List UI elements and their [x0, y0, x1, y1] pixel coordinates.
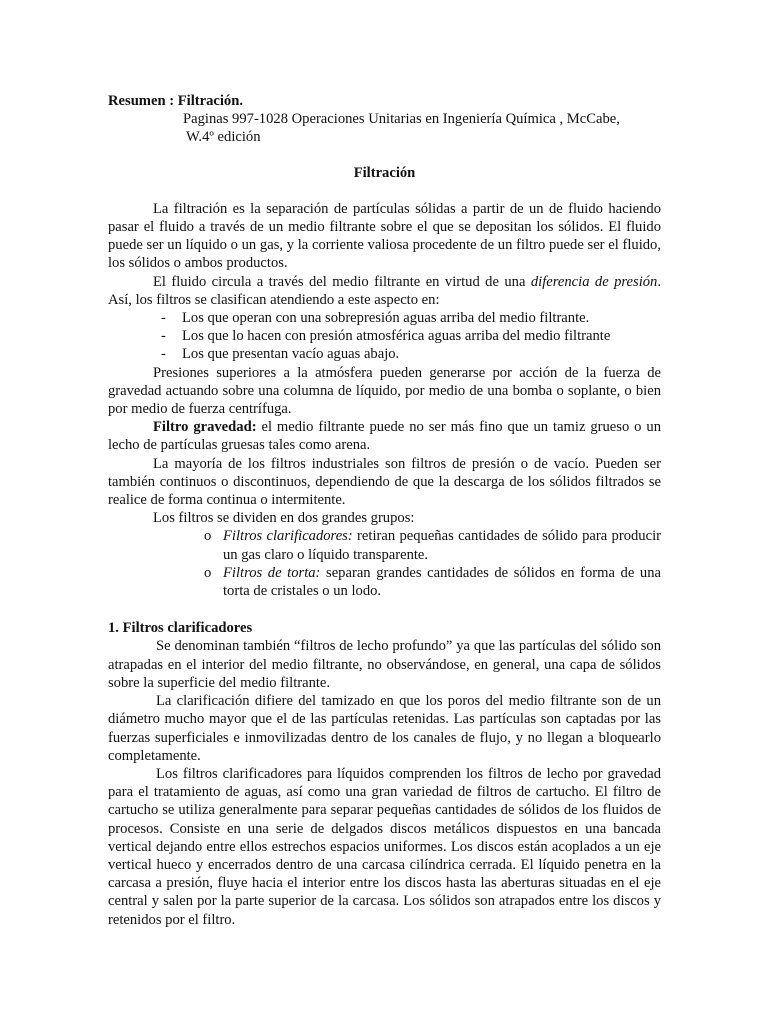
filter-group-name: Filtros de torta: — [223, 564, 321, 581]
intro-paragraph-2 — [108, 273, 661, 309]
list-item — [108, 527, 661, 563]
list-item: - Los que presentan vacío aguas abajo. — [108, 345, 661, 363]
gravity-filter-paragraph — [108, 418, 661, 454]
summary-heading: Resumen : Filtración. — [108, 93, 243, 109]
list-item — [108, 564, 661, 600]
section-1-paragraph-2: La clarificación difiere del tamizado en que los poros del medio filtrante son de un diámetro mucho mayor que el de las partículas retenidas. Las partículas son captadas por las fuerzas superficiales e inmovilizadas dentro de los canales de flujo, y no llegan a bloquearlo completamente. — [108, 693, 661, 764]
intro-paragraph-2-text-b: . Así, los filtros se clasifican atendiendo a este aspecto en: — [108, 273, 662, 308]
list-item: - Los que lo hacen con presión atmosférica aguas arriba del medio filtrante — [108, 327, 661, 345]
bullet-marker: o — [204, 528, 212, 545]
source-reference-line-1: Paginas 997-1028 Operaciones Unitarias en Ingeniería Química , McCabe, — [183, 111, 620, 128]
pressure-classification-list — [108, 309, 661, 364]
intro-paragraph-1: La filtración es la separación de partículas sólidas a partir de un de fluido haciendo pasar el fluido a través de un medio filtrante sobre el que se depositan los sólidos. El fluido puede ser un líquido o un gas, y la corriente valiosa procedente de un filtro puede ser el fluido, los sólidos o ambos productos. — [108, 200, 661, 272]
intro-paragraph-3: Presiones superiores a la atmósfera pueden generarse por acción de la fuerza de gravedad actuando sobre una columna de líquido, por medio de una bomba o soplante, o bien por medio de fuerza centrífuga. — [108, 364, 661, 418]
list-item: - Los que operan con una sobrepresión aguas arriba del medio filtrante. — [108, 309, 661, 327]
filter-group-description: retiran pequeñas cantidades de sólido para producir un gas claro o líquido transparente. — [223, 528, 661, 563]
intro-paragraph-5: La mayoría de los filtros industriales son filtros de presión o de vacío. Pueden ser también continuos o discontinuos, dependiendo de que la descarga de los sólidos filtrados se realice de forma continua o intermitente. — [108, 455, 661, 509]
filter-groups-list — [108, 527, 661, 600]
pressure-difference-emphasis: diferencia de presión — [530, 273, 658, 290]
source-reference-line-2: W.4º edición — [186, 129, 261, 146]
gravity-filter-term: Filtro gravedad: — [153, 419, 257, 436]
bullet-marker: o — [204, 564, 212, 581]
gravity-filter-definition: el medio filtrante puede no ser más fino que un tamiz grueso o un lecho de partículas gruesas tales como arena. — [108, 419, 661, 454]
section-1-heading: 1. Filtros clarificadores — [108, 620, 253, 637]
section-1-paragraph-1: Se denominan también “filtros de lecho profundo” ya que las partículas del sólido son atrapadas en el interior del medio filtrante, no observándose, en general, una capa de sólidos sobre la superficie del medio filtrante. — [108, 638, 661, 691]
intro-paragraph-6: Los filtros se dividen en dos grandes grupos: — [153, 510, 415, 527]
intro-paragraph-2-text-a: El fluido circula a través del medio filtrante en virtud de una — [153, 273, 531, 290]
section-1-paragraph-3: Los filtros clarificadores para líquidos comprenden los filtros de lecho por gravedad para el tratamiento de aguas, así como una gran variedad de filtros de cartucho. El filtro de cartucho se utiliza generalmente para separar pequeñas cantidades de sólidos de los fluidos de procesos. Consiste en una serie de delgados discos metálicos dispuestos en una bancada vertical dejando entre ellos estrechos espacios uniformes. Los discos están acoplados a un eje vertical hueco y encerrados dentro de una carcasa cilíndrica cerrada. El líquido penetra en la carcasa a presión, fluye hacia el interior entre los discos hasta las aberturas situadas en el eje central y salen por la parte superior de la carcasa. Los sólidos son atrapados entre los discos y retenidos por el filtro. — [108, 765, 661, 928]
document-title: Filtración — [353, 164, 416, 181]
document-body — [108, 92, 661, 929]
filter-group-name: Filtros clarificadores: — [223, 528, 353, 545]
filter-group-description: separan grandes cantidades de sólidos en forma de una torta de cristales o un lodo. — [223, 564, 661, 600]
